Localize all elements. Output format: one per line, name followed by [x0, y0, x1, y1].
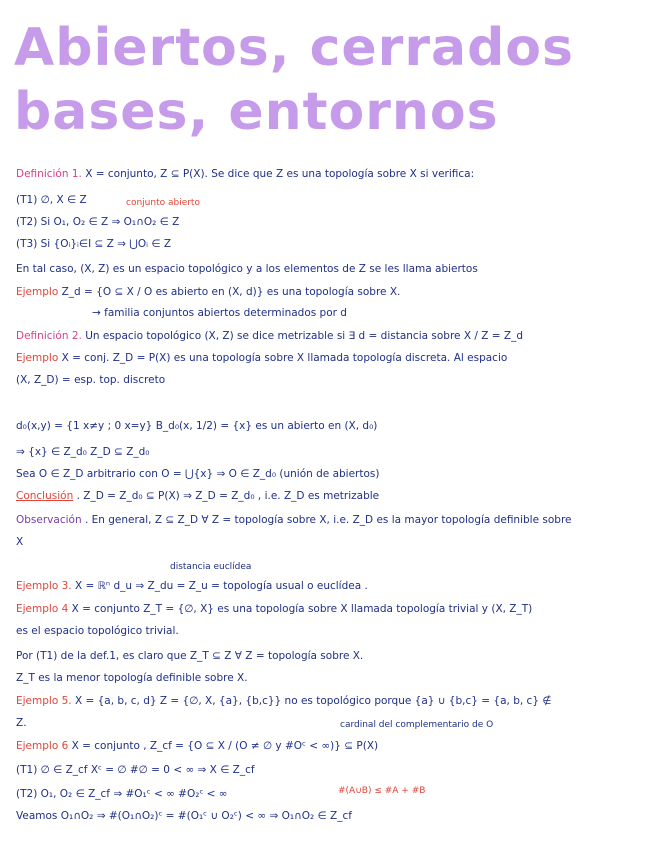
definition-text: Un espacio topológico (X, Z) se dice metrizable si ∃ d = distancia sobre X / Z = Z_d — [85, 330, 524, 342]
example-text: X = conjunto , Z_cf = {O ⊆ X / (O ≠ ∅ y #Oᶜ < ∞)} ⊆ P(X) — [71, 740, 379, 752]
observation-label: Observación — [16, 514, 82, 526]
example-4 — [16, 603, 646, 616]
example-1 — [16, 286, 646, 299]
example-text: X = conj. Z_D = P(X) es una topología sobre X llamada topología discreta. Al espacio — [61, 352, 508, 364]
example-6-t1: (T1) ∅ ∈ Z_cf Xᶜ = ∅ #∅ = 0 < ∞ ⇒ X ∈ Z_cf — [16, 764, 255, 776]
example-5-cont: Z. — [16, 717, 27, 729]
example-2 — [16, 352, 646, 365]
axiom-t3: (T3) Si {Oᵢ}ᵢ∈I ⊆ Z ⇒ ⋃Oᵢ ∈ Z — [16, 238, 172, 250]
example-label: Ejemplo 5. — [16, 695, 72, 707]
definition-label: Definición 2. — [16, 330, 82, 342]
axiom-t1: (T1) ∅, X ∈ Z — [16, 194, 87, 206]
example-5 — [16, 695, 646, 708]
example-6-t2: (T2) O₁, O₂ ∈ Z_cf ⇒ #O₁ᶜ < ∞ #O₂ᶜ < ∞ — [16, 788, 228, 800]
example-3 — [16, 580, 646, 593]
example-text: X = {a, b, c, d} Z = {∅, X, {a}, {b,c}} no es topológico porque {a} ∪ {b,c} = {a, b, c} ∉ — [74, 695, 552, 707]
observation-text: . En general, Z ⊆ Z_D ∀ Z = topología sobre X, i.e. Z_D es la mayor topología definible sobre — [84, 514, 572, 526]
example-4-cont: es el espacio topológico trivial. — [16, 625, 179, 637]
annotation-cardinal: cardinal del complementario de O — [340, 720, 494, 730]
example-text: Z_d = {O ⊆ X / O es abierto en (X, d)} es una topología sobre X. — [61, 286, 401, 298]
example-label: Ejemplo — [16, 286, 59, 298]
example-1-note: → familia conjuntos abiertos determinados por d — [92, 307, 347, 319]
definition-2 — [16, 330, 646, 343]
axiom-t2: (T2) Si O₁, O₂ ∈ Z ⇒ O₁∩O₂ ∈ Z — [16, 216, 180, 228]
page-title-line1: Abiertos, cerrados — [14, 18, 574, 78]
conclusion-text: . Z_D = Z_d₀ ⊆ P(X) ⇒ Z_D = Z_d₀ , i.e. Z_D es metrizable — [76, 490, 380, 502]
example-text: X = ℝⁿ d_u ⇒ Z_du = Z_u = topología usual o euclídea . — [74, 580, 368, 592]
page-title-line2: bases, entornos — [14, 82, 499, 142]
d0-implication: ⇒ {x} ∈ Z_d₀ Z_D ⊆ Z_d₀ — [16, 446, 150, 458]
example-label: Ejemplo — [16, 352, 59, 364]
definition-text: X = conjunto, Z ⊆ P(X). Se dice que Z es una topología sobre X si verifica: — [85, 168, 475, 180]
definition-1 — [16, 168, 646, 181]
topological-space-note: En tal caso, (X, Z) es un espacio topológico y a los elementos de Z se les llama abiertos — [16, 263, 478, 275]
example-6 — [16, 740, 646, 753]
observation — [16, 514, 646, 527]
d0-definition: d₀(x,y) = {1 x≠y ; 0 x=y} B_d₀(x, 1/2) = {x} es un abierto en (X, d₀) — [16, 420, 378, 432]
conclusion — [16, 490, 646, 503]
annotation-euclidea: distancia euclídea — [170, 562, 252, 572]
example-label: Ejemplo 6 — [16, 740, 69, 752]
example-label: Ejemplo 3. — [16, 580, 72, 592]
example-4-menor: Z_T es la menor topología definible sobre X. — [16, 672, 248, 684]
conclusion-label: Conclusión — [16, 490, 74, 502]
example-6-vemos: Veamos O₁∩O₂ ⇒ #(O₁∩O₂)ᶜ = #(O₁ᶜ ∪ O₂ᶜ) < ∞ ⇒ O₁∩O₂ ∈ Z_cf — [16, 810, 352, 822]
example-2-cont: (X, Z_D) = esp. top. discreto — [16, 374, 166, 386]
definition-label: Definición 1. — [16, 168, 82, 180]
example-4-por: Por (T1) de la def.1, es claro que Z_T ⊆ Z ∀ Z = topología sobre X. — [16, 650, 364, 662]
annotation-abierto: conjunto abierto — [126, 198, 200, 208]
annotation-cardinal-union: #(A∪B) ≤ #A + #B — [338, 786, 426, 796]
example-text: X = conjunto Z_T = {∅, X} es una topología sobre X llamada topología trivial y (X, Z_T) — [71, 603, 533, 615]
example-label: Ejemplo 4 — [16, 603, 69, 615]
sea-line: Sea O ∈ Z_D arbitrario con O = ⋃{x} ⇒ O ∈ Z_d₀ (unión de abiertos) — [16, 468, 380, 480]
observation-cont: X — [16, 536, 24, 548]
